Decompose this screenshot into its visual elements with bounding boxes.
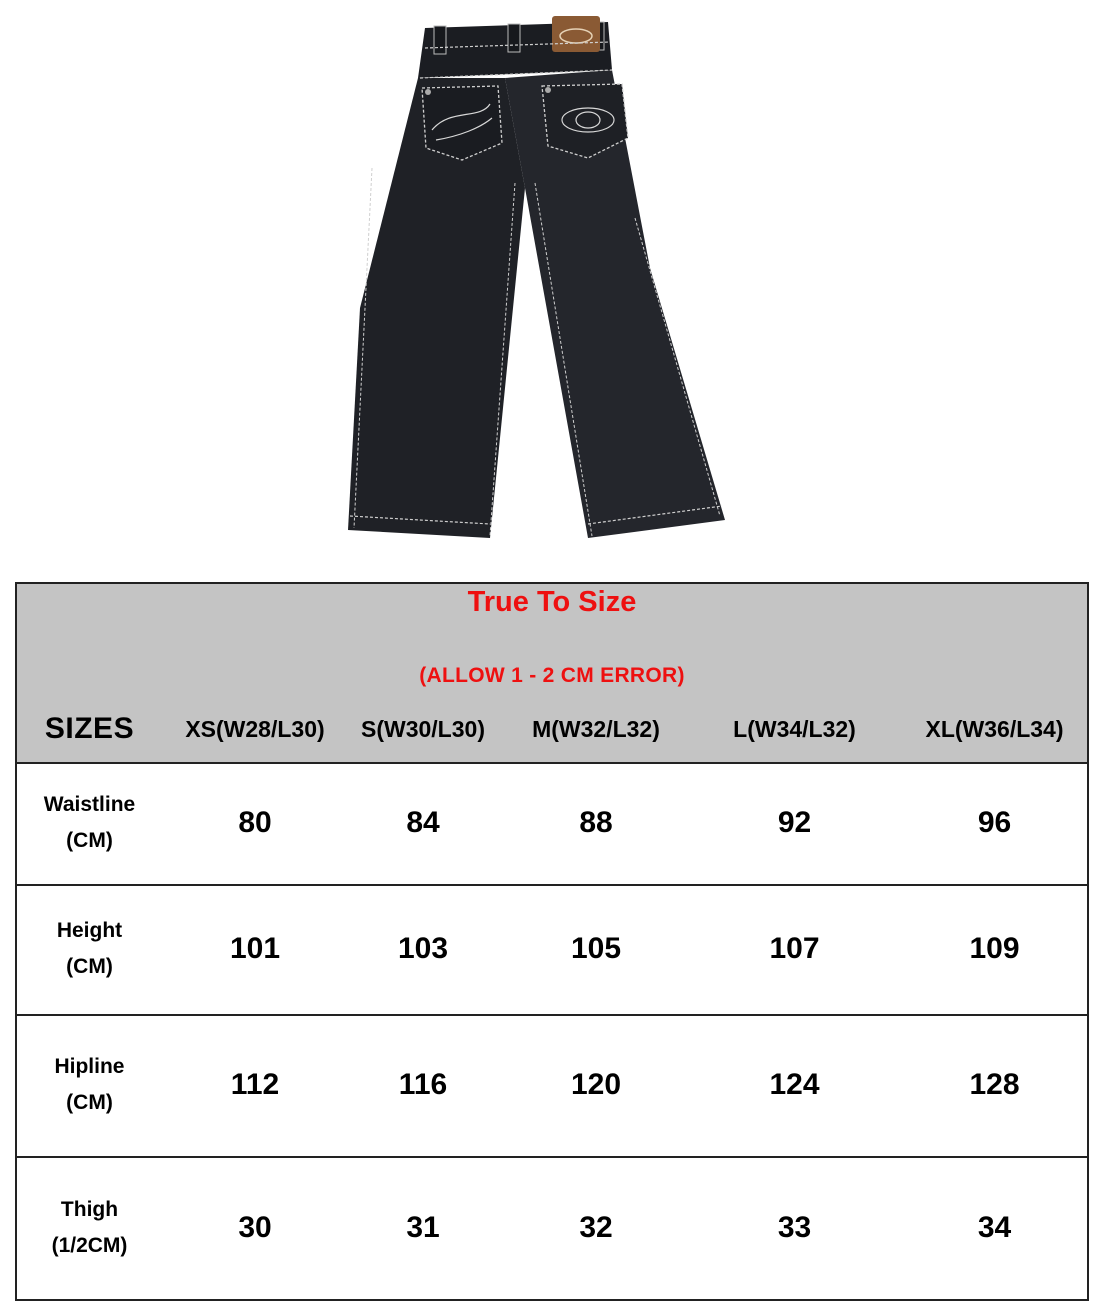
row-label [17,884,162,1014]
table-cell: 30 [238,1210,272,1244]
table-cell: 120 [570,1068,622,1101]
row-label [17,1014,162,1156]
table-row-height [17,884,1087,1016]
table-cell: 116 [398,1068,448,1101]
row-label [17,762,162,884]
table-cell: 124 [769,1068,820,1101]
size-chart-table [15,582,1089,1301]
size-column-m: M(W32/L32) [532,715,660,742]
table-cell: 88 [579,806,613,839]
size-chart-subtitle: (ALLOW 1 - 2 CM ERROR) [419,664,685,687]
table-cell: 32 [579,1210,613,1244]
row-label-unit: (CM) [66,1091,113,1114]
table-cell: 34 [977,1210,1012,1244]
row-label-name: Thigh [60,1197,119,1221]
table-cell: 128 [969,1068,1020,1101]
table-row-waistline [17,762,1087,886]
table-cell: 112 [230,1068,280,1101]
row-label-unit: (CM) [66,955,113,978]
size-column-xs: XS(W28/L30) [185,715,325,742]
table-row-hipline [17,1014,1087,1158]
table-cell: 84 [406,806,440,839]
row-label-unit: (1/2CM) [51,1233,128,1257]
table-cell: 92 [777,806,812,839]
table-row-thigh [17,1156,1087,1299]
size-column-s: S(W30/L30) [361,715,485,742]
table-cell: 101 [229,932,281,965]
table-cell: 96 [977,806,1012,839]
product-photo-jeans [330,8,740,548]
sizes-label: SIZES [44,712,135,745]
size-chart-title: True To Size [467,586,637,618]
table-cell: 80 [238,806,272,839]
table-cell: 103 [397,932,449,965]
table-cell: 109 [969,932,1020,965]
size-column-xl: XL(W36/L34) [925,715,1064,742]
size-chart-title-band [17,584,1087,698]
row-label-name: Hipline [54,1055,125,1078]
table-cell: 31 [406,1210,440,1244]
table-cell: 33 [777,1210,812,1244]
row-label-unit: (CM) [66,829,113,852]
table-cell: 107 [769,932,820,965]
size-header-row [17,696,1087,764]
row-label [17,1156,162,1299]
table-cell: 105 [570,932,622,965]
row-label-name: Height [56,919,123,942]
row-label-name: Waistline [43,793,136,816]
size-column-l: L(W34/L32) [733,715,856,742]
